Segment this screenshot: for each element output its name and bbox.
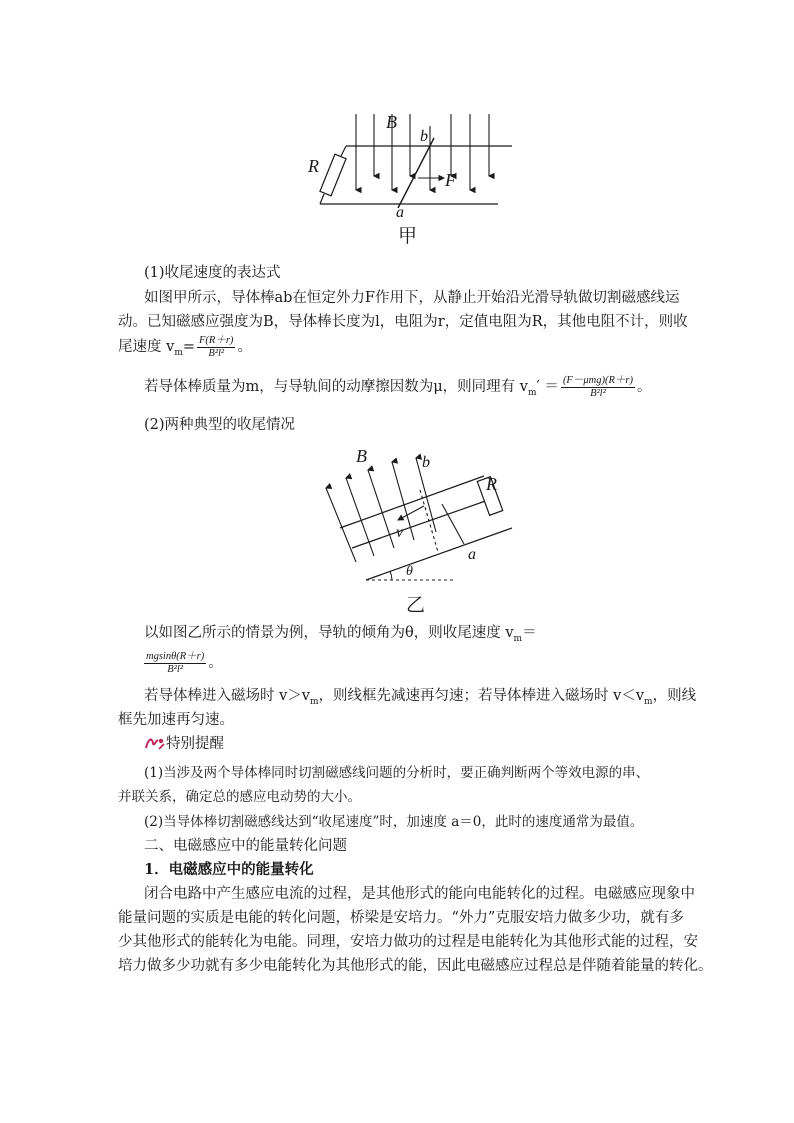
vm-end: 。	[237, 339, 252, 355]
figure-caption-yi: 乙	[406, 594, 426, 616]
section3-line3-a: 若导体棒进入磁场时 v＞v	[144, 688, 310, 704]
tip-line1: (1)当涉及两个导体棒同时切割磁感线问题的分析时，要正确判断两个等效电源的串、	[144, 765, 650, 781]
section3-line1-eq: ＝	[522, 625, 537, 641]
rod-ab	[420, 490, 438, 552]
fraction-incline	[144, 651, 206, 676]
fraction-mu	[561, 375, 635, 400]
mu-sub: m	[527, 387, 537, 398]
section3-line1-sub: m	[513, 633, 523, 644]
section3-line4: 框先加速再匀速。	[118, 712, 234, 728]
section3-line3-b: ，则线框先减速再匀速；若导体棒进入磁场时 v＜v	[318, 688, 645, 704]
mu-prime: ′ ＝	[536, 379, 559, 395]
part2-heading: 二、电磁感应中的能量转化问题	[144, 838, 347, 854]
section3-line3-c: ，则线	[652, 688, 697, 704]
section1-heading: (1)收尾速度的表达式	[144, 265, 281, 281]
figure-yi	[312, 440, 518, 616]
resistor-R	[320, 154, 346, 196]
label-b: b	[422, 454, 430, 471]
fraction-vm	[197, 335, 235, 360]
fraction-incline-numerator: mgsinθ(R＋r)	[146, 650, 205, 662]
section2-heading: (2)两种典型的收尾情况	[144, 417, 296, 433]
part2-line1: 闭合电路中产生感应电流的过程，是其他形式的能向电能转化的过程。电磁感应现象中	[144, 886, 695, 902]
vm-sub: m	[174, 347, 183, 358]
vm-expression	[118, 334, 252, 366]
mu-end: 。	[636, 379, 652, 395]
label-b: b	[420, 128, 428, 145]
label-R: R	[308, 156, 319, 176]
vm-eq: =	[182, 339, 196, 355]
tip-title: 特别提醒	[166, 736, 224, 752]
mu-text: 若导体棒质量为m，与导轨间的动摩擦因数为μ，则同理有 v	[144, 379, 528, 395]
part2-line2: 能量问题的实质是电能的转化问题，桥梁是安培力。“外力”克服安培力做多少功，就有多	[118, 910, 684, 926]
section3-line1	[144, 623, 537, 649]
tip-icon	[144, 735, 166, 751]
label-B: B	[356, 446, 367, 466]
section3-line3-sub2: m	[644, 696, 653, 707]
tip-line3: (2)当导体棒切割磁感线达到“收尾速度”时，加速度 a＝0，此时的速度通常为最值。	[144, 814, 644, 830]
vm-prefix: 尾速度 v	[118, 339, 175, 355]
mu-expression	[144, 374, 651, 406]
magnetic-field-arrows	[356, 114, 489, 190]
tip-title-row	[144, 734, 224, 754]
fraction-vm-denominator: B²l²	[208, 347, 225, 359]
fraction-incline-denominator: B²l²	[167, 663, 183, 675]
label-a: a	[396, 204, 404, 221]
label-theta: θ	[406, 564, 413, 579]
section1-para-line1: 如图甲所示，导体棒ab在恒定外力F作用下，从静止开始沿光滑导轨做切割磁感线运	[144, 290, 680, 306]
tip-line2: 并联关系，确定总的感应电动势的大小。	[118, 789, 361, 805]
part2-subheading: 1．电磁感应中的能量转化	[144, 861, 314, 878]
part2-line4: 培力做多少功就有多少电能转化为其他形式的能，因此电磁感应过程总是伴随着能量的转化。	[118, 958, 713, 974]
part2-line3: 少其他形式的能转化为电能。同理，安培力做功的过程是电能转化为其他形式能的过程，安	[118, 934, 698, 950]
label-v: v	[396, 524, 404, 541]
magnetic-field-arrows	[326, 458, 436, 562]
section3-line3	[144, 686, 696, 712]
section3-fraction-line	[144, 646, 223, 680]
fraction-vm-numerator: F(R＋r)	[199, 334, 234, 346]
rod-ab	[398, 138, 434, 208]
section3-end: 。	[208, 655, 223, 671]
fraction-mu-denominator: B²l²	[590, 387, 606, 399]
label-B: B	[386, 112, 397, 132]
section3-line3-sub: m	[310, 696, 319, 707]
figure-caption-jia: 甲	[398, 225, 418, 247]
label-R: R	[486, 474, 497, 494]
figure-jia	[306, 104, 526, 256]
velocity-arrow	[398, 506, 424, 520]
fraction-mu-numerator: (F－μmg)(R＋r)	[562, 374, 633, 386]
section3-line1-text: 以如图乙所示的情景为例，导轨的倾角为θ，则收尾速度 v	[144, 625, 514, 641]
label-a: a	[468, 546, 476, 563]
label-F: F	[445, 170, 456, 190]
section1-para-line2: 动。已知磁感应强度为B，导体棒长度为l，电阻为r，定值电阻为R，其他电阻不计，则收	[118, 314, 688, 330]
